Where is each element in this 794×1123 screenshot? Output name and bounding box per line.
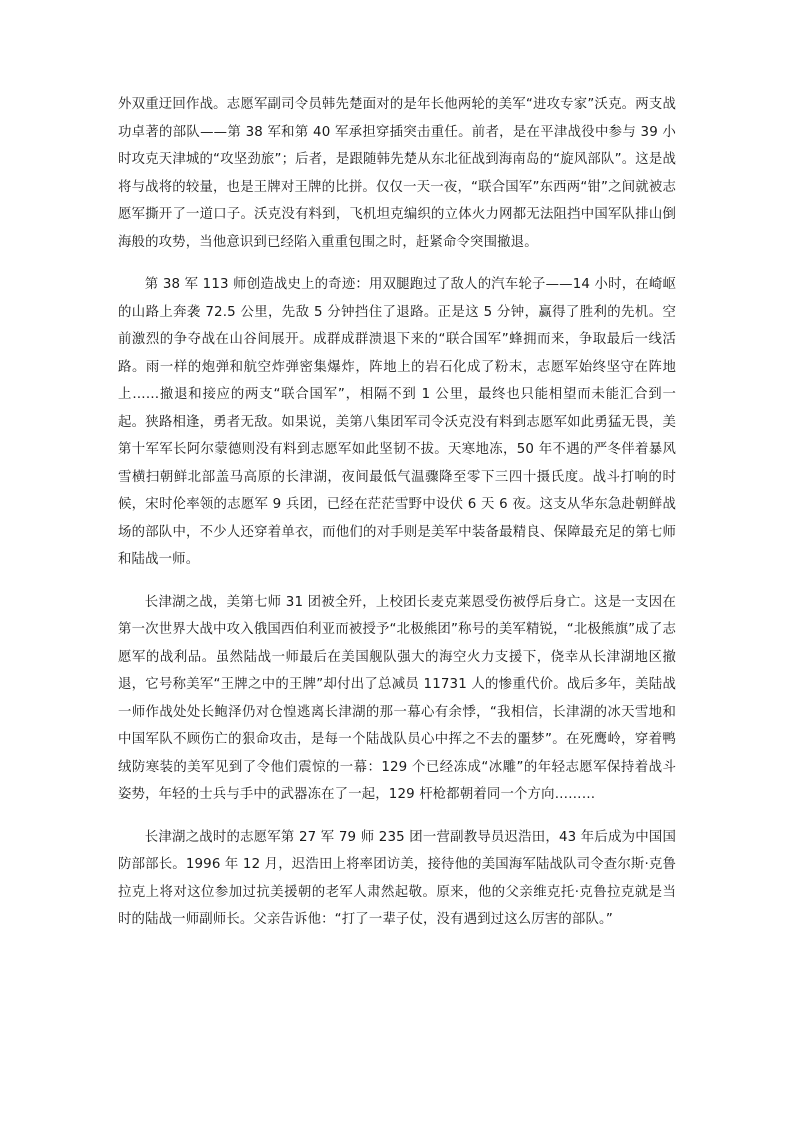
paragraph-4: 长津湖之战时的志愿军第 27 军 79 师 235 团一营副教导员迟浩田，43 年后成为中国国防部部长。1996 年 12 月，迟浩田上将率团访美，接待他的美国海军陆战队司令查尔斯·克鲁拉克上将对这位参加过抗美援朝的老军人肃然起敬。原来，他的父亲维克托·克鲁拉克就是当时的陆战一师副师长。父亲告诉他：“打了一辈子仗，没有遇到过这么厉害的部队。” xyxy=(118,829,676,927)
document-body xyxy=(118,91,676,949)
paragraph-3: 长津湖之战，美第七师 31 团被全歼，上校团长麦克莱恩受伤被俘后身亡。这是一支因在第一次世界大战中攻入俄国西伯利亚而被授予“北极熊团”称号的美军精锐，“北极熊旗”成了志愿军的战利品。虽然陆战一师最后在美国舰队强大的海空火力支援下，侥幸从长津湖地区撤退，它号称美军“王牌之中的王牌”却付出了总减员 11731 人的惨重代价。战后多年，美陆战一师作战处处长鲍泽仍对仓惶逃离长津湖的那一幕心有余悸，“我相信，长津湖的冰天雪地和中国军队不顾伤亡的狠命攻击，是每一个陆战队员心中挥之不去的噩梦”。在死鹰岭，穿着鸭绒防寒装的美军见到了令他们震惊的一幕：129 个已经冻成“冰雕”的年轻志愿军保持着战斗姿势，年轻的士兵与手中的武器冻在了一起，129 杆枪都朝着同一个方向……… xyxy=(118,594,676,802)
paragraph-1: 外双重迂回作战。志愿军副司令员韩先楚面对的是年长他两轮的美军“进攻专家”沃克。两支战功卓著的部队——第 38 军和第 40 军承担穿插突击重任。前者，是在平津战役中参与 39 小时攻克天津城的“攻坚劲旅”；后者，是跟随韩先楚从东北征战到海南岛的“旋风部队”。这是战将与战将的较量，也是王牌对王牌的比拼。仅仅一天一夜，“联合国军”东西两“钳”之间就被志愿军撕开了一道口子。沃克没有料到，飞机坦克编织的立体火力网都无法阻挡中国军队排山倒海般的攻势，当他意识到已经陷入重重包围之时，赶紧命令突围撤退。 xyxy=(118,97,676,250)
paragraph-2: 第 38 军 113 师创造战史上的奇迹：用双腿跑过了敌人的汽车轮子——14 小时，在崎岖的山路上奔袭 72.5 公里，先敌 5 分钟挡住了退路。正是这 5 分钟，赢得了胜利的先机。空前激烈的争夺战在山谷间展开。成群成群溃退下来的“联合国军”蜂拥而来，争取最后一线活路。雨一样的炮弹和航空炸弹密集爆炸，阵地上的岩石化成了粉末，志愿军始终坚守在阵地上……撤退和接应的两支“联合国军”，相隔不到 1 公里，最终也只能相望而未能汇合到一起。狭路相逢，勇者无敌。如果说，美第八集团军司令沃克没有料到志愿军如此勇猛无畏，美第十军军长阿尔蒙德则没有料到志愿军如此坚韧不拔。天寒地冻，50 年不遇的严冬伴着暴风雪横扫朝鲜北部盖马高原的长津湖，夜间最低气温骤降至零下三四十摄氏度。战斗打响的时候，宋时伦率领的志愿军 9 兵团，已经在茫茫雪野中设伏 6 天 6 夜。这支从华东急赴朝鲜战场的部队中，不少人还穿着单衣，而他们的对手则是美军中装备最精良、保障最充足的第七师和陆战一师。 xyxy=(118,277,676,567)
